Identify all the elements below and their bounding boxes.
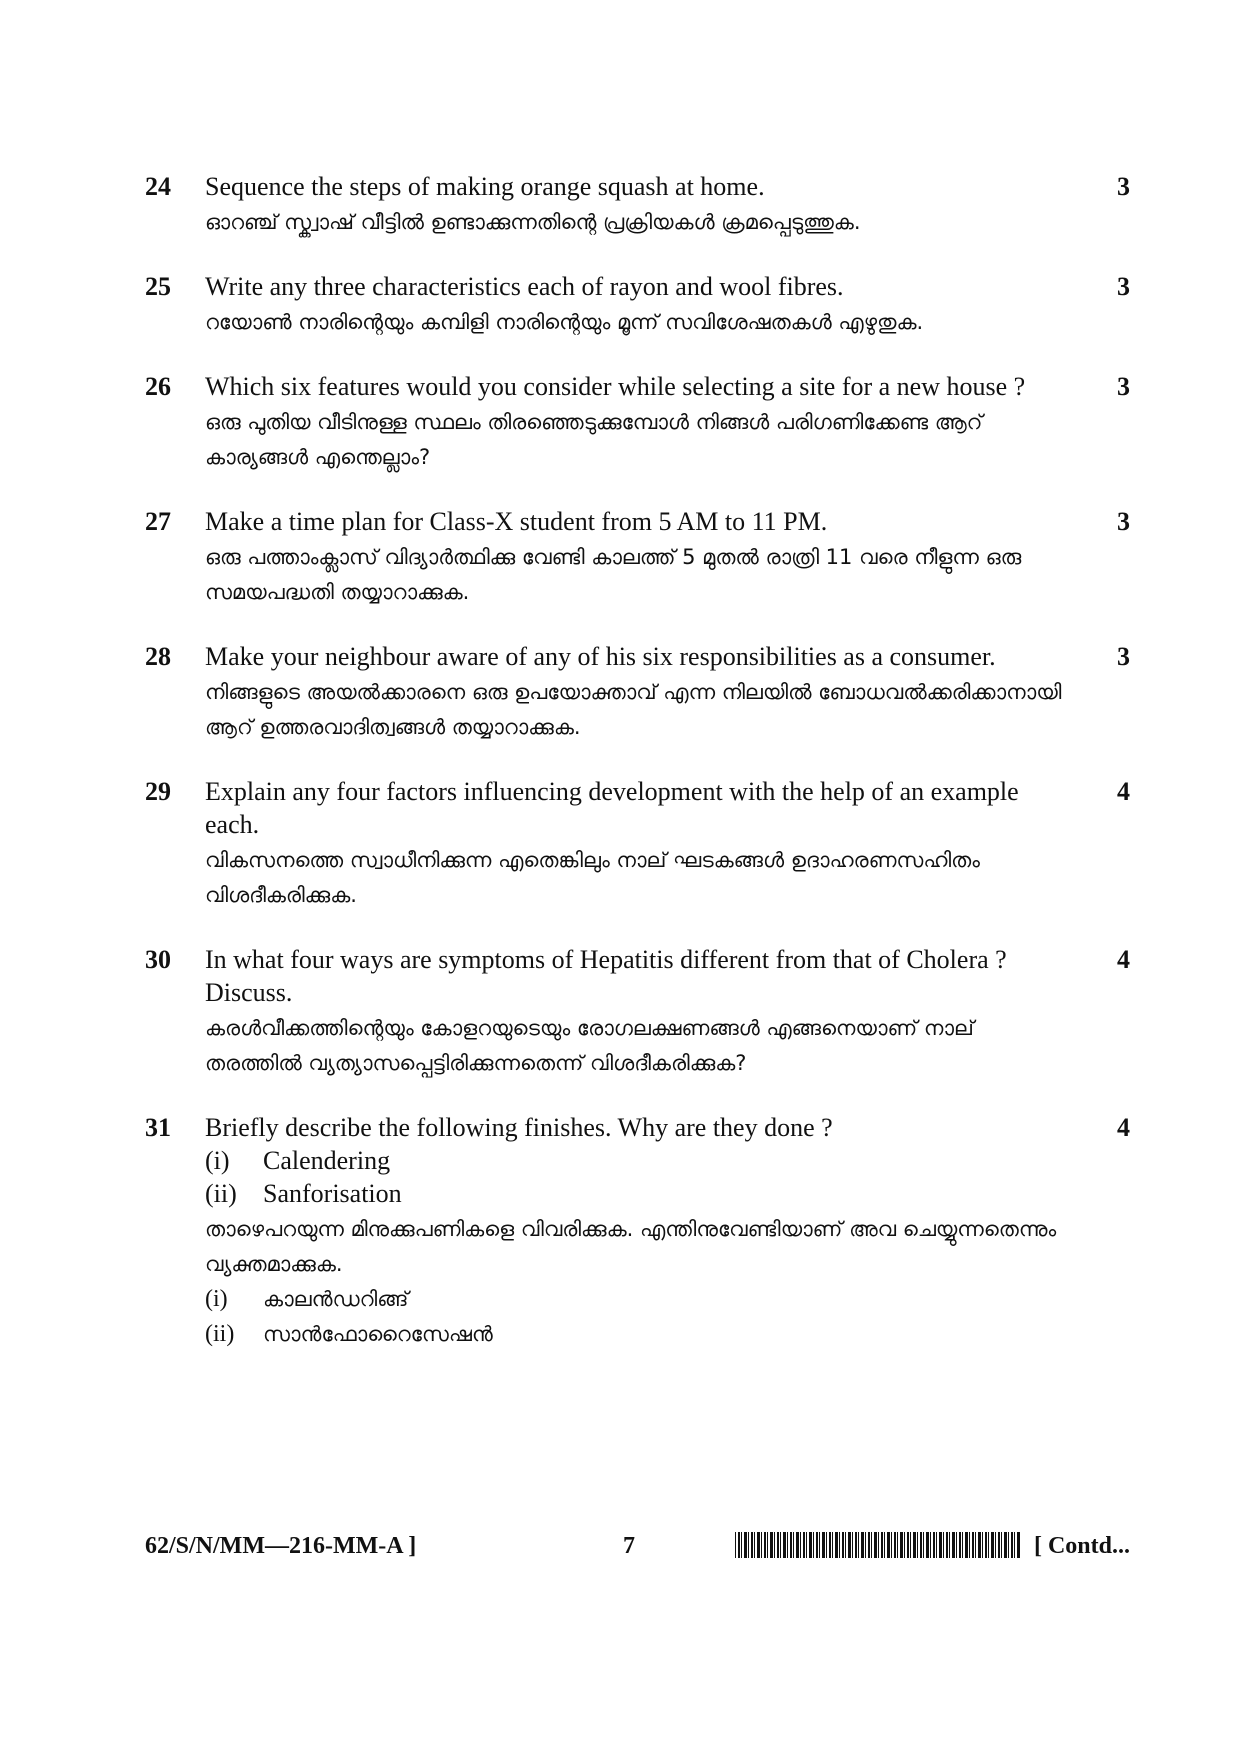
question-31: [145, 1111, 1130, 1352]
question-text-english: Write any three characteristics each of rayon and wool fibres.: [205, 272, 844, 301]
question-28: [145, 640, 1130, 745]
question-25: [145, 270, 1130, 340]
sub-item-number: (i): [205, 1146, 230, 1175]
sub-item-text: സാൻഫോറൈസേഷൻ: [263, 1322, 493, 1346]
question-text-malayalam: താഴെപറയുന്ന മിനുക്കുപണികളെ വിവരിക്കുക. എന്തിനുവേണ്ടിയാണ് അവ ചെയ്യുന്നതെന്നും വ്യക്തമാക്കുക.: [205, 1217, 1057, 1276]
sub-item-malayalam: [205, 1317, 1065, 1352]
sub-item-english: [205, 1144, 1065, 1177]
question-body: [205, 170, 1065, 240]
question-marks: 3: [1117, 272, 1130, 301]
question-marks: 4: [1117, 945, 1130, 974]
question-number: 29: [145, 777, 171, 806]
question-26: [145, 370, 1130, 475]
question-text-malayalam: നിങ്ങളുടെ അയൽക്കാരനെ ഒരു ഉപയോക്താവ് എന്ന നിലയിൽ ബോധവൽക്കരിക്കാനായി ആറ് ഉത്തരവാദിത്വങ്ങൾ തയ്യാറാക്കുക.: [205, 680, 1062, 739]
question-text-english: Make a time plan for Class-X student from 5 AM to 11 PM.: [205, 507, 828, 536]
sub-item-number: (ii): [205, 1321, 235, 1347]
question-text-malayalam: ഒരു പത്താംക്ലാസ് വിദ്യാർത്ഥിക്കു വേണ്ടി കാലത്ത് 5 മുതൽ രാത്രി 11 വരെ നീളുന്ന ഒരു സമയപദ്ധതി തയ്യാറാക്കുക.: [205, 545, 1022, 604]
sub-item-number: (i): [205, 1286, 228, 1312]
question-marks: 4: [1117, 777, 1130, 806]
question-text-english: Make your neighbour aware of any of his six responsibilities as a consumer.: [205, 642, 996, 671]
question-27: [145, 505, 1130, 610]
question-body: [205, 270, 1065, 340]
question-marks: 4: [1117, 1113, 1130, 1142]
question-body: [205, 1111, 1065, 1352]
question-body: [205, 505, 1065, 610]
question-24: [145, 170, 1130, 240]
sub-item-text: Calendering: [263, 1146, 391, 1175]
question-number: 30: [145, 945, 171, 974]
question-text-english: Which six features would you consider while selecting a site for a new house ?: [205, 372, 1026, 401]
question-text-english: In what four ways are symptoms of Hepatitis different from that of Cholera ? Discuss.: [205, 945, 1007, 1007]
question-text-malayalam: കരൾവീക്കത്തിന്റെയും കോളറയുടെയും രോഗലക്ഷണങ്ങൾ എങ്ങനെയാണ് നാല് തരത്തിൽ വ്യത്യാസപ്പെട്ടിരിക്കുന്നതെന്ന് വിശദീകരിക്കുക?: [205, 1016, 974, 1075]
question-number: 26: [145, 372, 171, 401]
question-number: 25: [145, 272, 171, 301]
question-text-english: Briefly describe the following finishes. Why are they done ?: [205, 1113, 833, 1142]
sub-item-text: Sanforisation: [263, 1179, 402, 1208]
question-text-malayalam: റയോൺ നാരിന്റെയും കമ്പിളി നാരിന്റെയും മൂന്ന് സവിശേഷതകൾ എഴുതുക.: [205, 310, 924, 334]
question-text-malayalam: ഒരു പുതിയ വീടിനുള്ള സ്ഥലം തിരഞ്ഞെടുക്കുമ്പോൾ നിങ്ങൾ പരിഗണിക്കേണ്ട ആറ് കാര്യങ്ങൾ എന്തെല്ലാം?: [205, 410, 983, 469]
question-number: 24: [145, 172, 171, 201]
question-body: [205, 640, 1065, 745]
continued-marker: [ Contd...: [1033, 1533, 1130, 1559]
question-marks: 3: [1117, 642, 1130, 671]
question-text-malayalam: ഓറഞ്ച് സ്ക്വാഷ് വീട്ടിൽ ഉണ്ടാക്കുന്നതിന്റെ പ്രക്രിയകൾ ക്രമപ്പെടുത്തുക.: [205, 210, 861, 234]
question-text-malayalam: വികസനത്തെ സ്വാധീനിക്കുന്ന എതെങ്കിലും നാല് ഘടകങ്ങൾ ഉദാഹരണസഹിതം വിശദീകരിക്കുക.: [205, 848, 980, 907]
paper-code: 62/S/N/MM—216-MM-A ]: [145, 1533, 417, 1559]
sub-item-english: [205, 1177, 1065, 1210]
question-marks: 3: [1117, 172, 1130, 201]
question-30: [145, 943, 1130, 1081]
question-list: [145, 170, 1130, 1352]
question-body: [205, 775, 1065, 913]
question-marks: 3: [1117, 372, 1130, 401]
barcode-image: [735, 1532, 1020, 1558]
question-body: [205, 370, 1065, 475]
question-marks: 3: [1117, 507, 1130, 536]
question-29: [145, 775, 1130, 913]
question-number: 31: [145, 1113, 171, 1142]
question-text-english: Explain any four factors influencing development with the help of an example each.: [205, 777, 1019, 839]
question-number: 27: [145, 507, 171, 536]
question-text-english: Sequence the steps of making orange squash at home.: [205, 172, 765, 201]
question-body: [205, 943, 1065, 1081]
page-number: 7: [623, 1533, 635, 1559]
question-number: 28: [145, 642, 171, 671]
sub-item-text: കാലൻഡറിങ്ങ്: [263, 1287, 409, 1311]
sub-item-malayalam: [205, 1282, 1065, 1317]
page-footer: [145, 1528, 1130, 1564]
sub-item-number: (ii): [205, 1179, 237, 1208]
